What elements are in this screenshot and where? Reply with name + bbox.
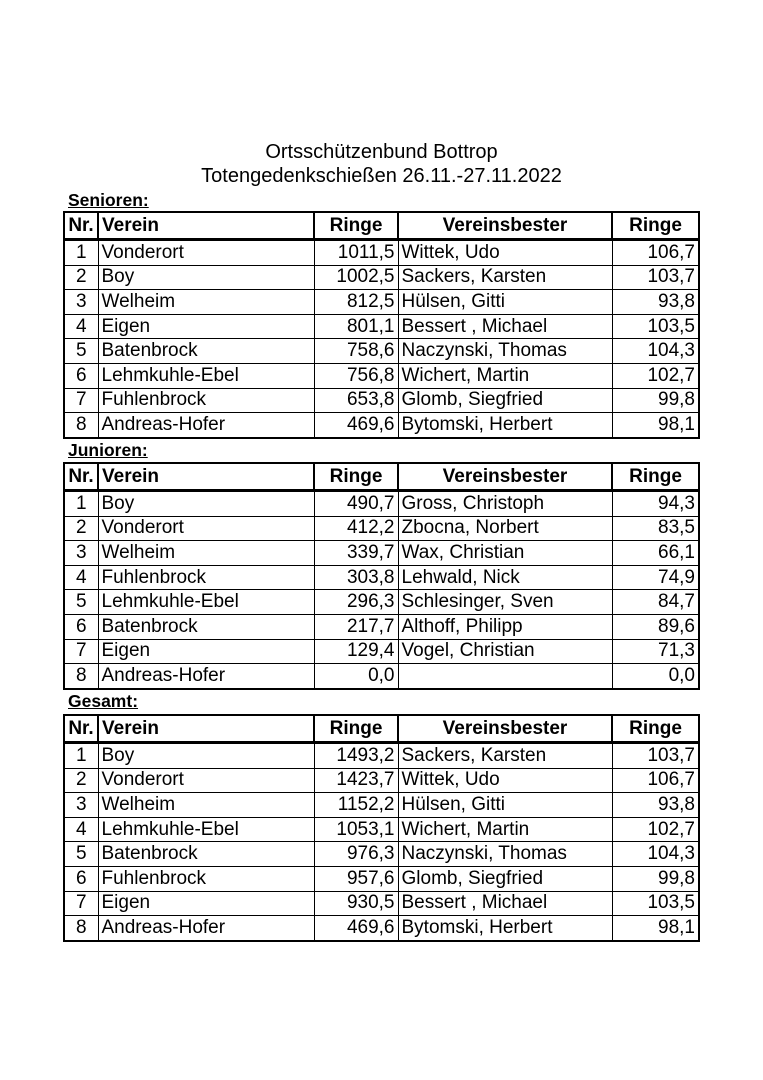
table-row (64, 842, 699, 867)
club-score-cell: 339,7 (314, 541, 398, 566)
best-score-cell: 98,1 (612, 413, 699, 438)
club-score-cell: 412,2 (314, 516, 398, 541)
table-row (64, 817, 699, 842)
club-score-cell: 469,6 (314, 413, 398, 438)
club-cell: Batenbrock (98, 339, 314, 364)
club-cell: Batenbrock (98, 614, 314, 639)
table-row (64, 265, 699, 290)
rank-cell: 6 (64, 614, 98, 639)
section-label-junioren: Junioren: (68, 440, 148, 460)
best-shooter-cell: Wittek, Udo (398, 240, 612, 266)
column-header-vereinsbester: Vereinsbester (398, 212, 612, 240)
rank-cell: 7 (64, 388, 98, 413)
table-row (64, 916, 699, 941)
rank-cell: 2 (64, 768, 98, 793)
best-score-cell: 66,1 (612, 541, 699, 566)
best-shooter-cell: Glomb, Siegfried (398, 866, 612, 891)
club-score-cell: 653,8 (314, 388, 398, 413)
column-header-nr: Nr. (64, 212, 98, 240)
column-header-ringe-best: Ringe (612, 463, 699, 491)
best-score-cell: 103,7 (612, 265, 699, 290)
club-score-cell: 296,3 (314, 590, 398, 615)
best-shooter-cell: Schlesinger, Sven (398, 590, 612, 615)
column-header-verein: Verein (98, 212, 314, 240)
club-score-cell: 812,5 (314, 290, 398, 315)
club-score-cell: 930,5 (314, 891, 398, 916)
best-shooter-cell: Bessert , Michael (398, 891, 612, 916)
club-score-cell: 1423,7 (314, 768, 398, 793)
best-shooter-cell: Sackers, Karsten (398, 743, 612, 769)
club-score-cell: 957,6 (314, 866, 398, 891)
best-shooter-cell: Zbocna, Norbert (398, 516, 612, 541)
best-shooter-cell: Wax, Christian (398, 541, 612, 566)
club-cell: Fuhlenbrock (98, 866, 314, 891)
club-cell: Lehmkuhle-Ebel (98, 817, 314, 842)
best-score-cell: 98,1 (612, 916, 699, 941)
rank-cell: 5 (64, 590, 98, 615)
club-cell: Boy (98, 265, 314, 290)
best-shooter-cell: Hülsen, Gitti (398, 290, 612, 315)
best-shooter-cell: Vogel, Christian (398, 639, 612, 664)
rank-cell: 4 (64, 314, 98, 339)
best-score-cell: 102,7 (612, 817, 699, 842)
club-cell: Andreas-Hofer (98, 413, 314, 438)
best-shooter-cell: Naczynski, Thomas (398, 842, 612, 867)
best-score-cell: 89,6 (612, 614, 699, 639)
column-header-ringe: Ringe (314, 715, 398, 743)
column-header-nr: Nr. (64, 715, 98, 743)
club-cell: Welheim (98, 541, 314, 566)
best-shooter-cell: Sackers, Karsten (398, 265, 612, 290)
best-score-cell: 83,5 (612, 516, 699, 541)
table-row (64, 290, 699, 315)
column-header-nr: Nr. (64, 463, 98, 491)
club-cell: Andreas-Hofer (98, 916, 314, 941)
club-score-cell: 0,0 (314, 664, 398, 689)
best-score-cell: 103,5 (612, 314, 699, 339)
best-shooter-cell: Bytomski, Herbert (398, 413, 612, 438)
best-shooter-cell: Glomb, Siegfried (398, 388, 612, 413)
best-score-cell: 103,7 (612, 743, 699, 769)
best-score-cell: 99,8 (612, 388, 699, 413)
club-cell: Vonderort (98, 768, 314, 793)
column-header-ringe: Ringe (314, 463, 398, 491)
best-score-cell: 103,5 (612, 891, 699, 916)
rank-cell: 2 (64, 516, 98, 541)
best-shooter-cell: Wichert, Martin (398, 817, 612, 842)
section-label-gesamt: Gesamt: (68, 691, 139, 711)
table-senioren (63, 211, 700, 439)
column-header-ringe-best: Ringe (612, 212, 699, 240)
club-cell: Vonderort (98, 516, 314, 541)
best-score-cell: 106,7 (612, 768, 699, 793)
rank-cell: 8 (64, 413, 98, 438)
club-score-cell: 129,4 (314, 639, 398, 664)
best-shooter-cell: Bessert , Michael (398, 314, 612, 339)
best-shooter-cell: Althoff, Philipp (398, 614, 612, 639)
club-score-cell: 1011,5 (314, 240, 398, 266)
club-cell: Eigen (98, 891, 314, 916)
rank-cell: 5 (64, 339, 98, 364)
table-junioren (63, 462, 700, 690)
best-score-cell: 104,3 (612, 842, 699, 867)
rank-cell: 4 (64, 817, 98, 842)
table-header-row (64, 715, 699, 743)
table-header-row (64, 463, 699, 491)
rank-cell: 2 (64, 265, 98, 290)
table-row (64, 664, 699, 689)
table-row (64, 363, 699, 388)
table-row (64, 388, 699, 413)
club-score-cell: 217,7 (314, 614, 398, 639)
club-cell: Boy (98, 491, 314, 517)
table-header-row (64, 212, 699, 240)
table-row (64, 614, 699, 639)
table-row (64, 891, 699, 916)
column-header-vereinsbester: Vereinsbester (398, 463, 612, 491)
table-row (64, 314, 699, 339)
best-score-cell: 0,0 (612, 664, 699, 689)
best-shooter-cell: Hülsen, Gitti (398, 793, 612, 818)
document-subtitle: Totengedenkschießen 26.11.-27.11.2022 (201, 165, 562, 187)
table-row (64, 590, 699, 615)
rank-cell: 6 (64, 866, 98, 891)
best-shooter-cell: Naczynski, Thomas (398, 339, 612, 364)
best-score-cell: 74,9 (612, 565, 699, 590)
column-header-ringe: Ringe (314, 212, 398, 240)
club-cell: Vonderort (98, 240, 314, 266)
club-cell: Welheim (98, 290, 314, 315)
club-cell: Fuhlenbrock (98, 565, 314, 590)
club-cell: Eigen (98, 639, 314, 664)
club-cell: Lehmkuhle-Ebel (98, 590, 314, 615)
rank-cell: 3 (64, 290, 98, 315)
document-title: Ortsschützenbund Bottrop (265, 141, 498, 163)
table-row (64, 240, 699, 266)
table-row (64, 565, 699, 590)
rank-cell: 1 (64, 491, 98, 517)
club-score-cell: 1053,1 (314, 817, 398, 842)
table-row (64, 491, 699, 517)
column-header-verein: Verein (98, 463, 314, 491)
club-score-cell: 756,8 (314, 363, 398, 388)
rank-cell: 3 (64, 541, 98, 566)
rank-cell: 7 (64, 639, 98, 664)
rank-cell: 3 (64, 793, 98, 818)
best-shooter-cell (398, 664, 612, 689)
club-cell: Fuhlenbrock (98, 388, 314, 413)
table-row (64, 793, 699, 818)
best-score-cell: 93,8 (612, 793, 699, 818)
table-row (64, 516, 699, 541)
best-shooter-cell: Lehwald, Nick (398, 565, 612, 590)
best-score-cell: 106,7 (612, 240, 699, 266)
table-row (64, 866, 699, 891)
best-shooter-cell: Wichert, Martin (398, 363, 612, 388)
best-shooter-cell: Gross, Christoph (398, 491, 612, 517)
best-score-cell: 102,7 (612, 363, 699, 388)
rank-cell: 1 (64, 240, 98, 266)
table-row (64, 639, 699, 664)
best-score-cell: 99,8 (612, 866, 699, 891)
table-row (64, 541, 699, 566)
club-score-cell: 1002,5 (314, 265, 398, 290)
table-row (64, 413, 699, 438)
club-score-cell: 303,8 (314, 565, 398, 590)
club-score-cell: 469,6 (314, 916, 398, 941)
rank-cell: 4 (64, 565, 98, 590)
club-score-cell: 801,1 (314, 314, 398, 339)
club-cell: Andreas-Hofer (98, 664, 314, 689)
rank-cell: 5 (64, 842, 98, 867)
rank-cell: 8 (64, 664, 98, 689)
club-cell: Eigen (98, 314, 314, 339)
club-score-cell: 490,7 (314, 491, 398, 517)
table-row (64, 339, 699, 364)
club-score-cell: 1152,2 (314, 793, 398, 818)
best-score-cell: 94,3 (612, 491, 699, 517)
club-score-cell: 1493,2 (314, 743, 398, 769)
club-cell: Lehmkuhle-Ebel (98, 363, 314, 388)
table-row (64, 743, 699, 769)
rank-cell: 6 (64, 363, 98, 388)
best-score-cell: 84,7 (612, 590, 699, 615)
best-shooter-cell: Wittek, Udo (398, 768, 612, 793)
table-row (64, 768, 699, 793)
club-cell: Boy (98, 743, 314, 769)
column-header-ringe-best: Ringe (612, 715, 699, 743)
column-header-vereinsbester: Vereinsbester (398, 715, 612, 743)
rank-cell: 7 (64, 891, 98, 916)
club-cell: Batenbrock (98, 842, 314, 867)
best-score-cell: 104,3 (612, 339, 699, 364)
rank-cell: 1 (64, 743, 98, 769)
table-gesamt (63, 714, 700, 942)
section-label-senioren: Senioren: (68, 190, 149, 210)
club-score-cell: 758,6 (314, 339, 398, 364)
rank-cell: 8 (64, 916, 98, 941)
club-score-cell: 976,3 (314, 842, 398, 867)
best-shooter-cell: Bytomski, Herbert (398, 916, 612, 941)
column-header-verein: Verein (98, 715, 314, 743)
club-cell: Welheim (98, 793, 314, 818)
best-score-cell: 93,8 (612, 290, 699, 315)
best-score-cell: 71,3 (612, 639, 699, 664)
